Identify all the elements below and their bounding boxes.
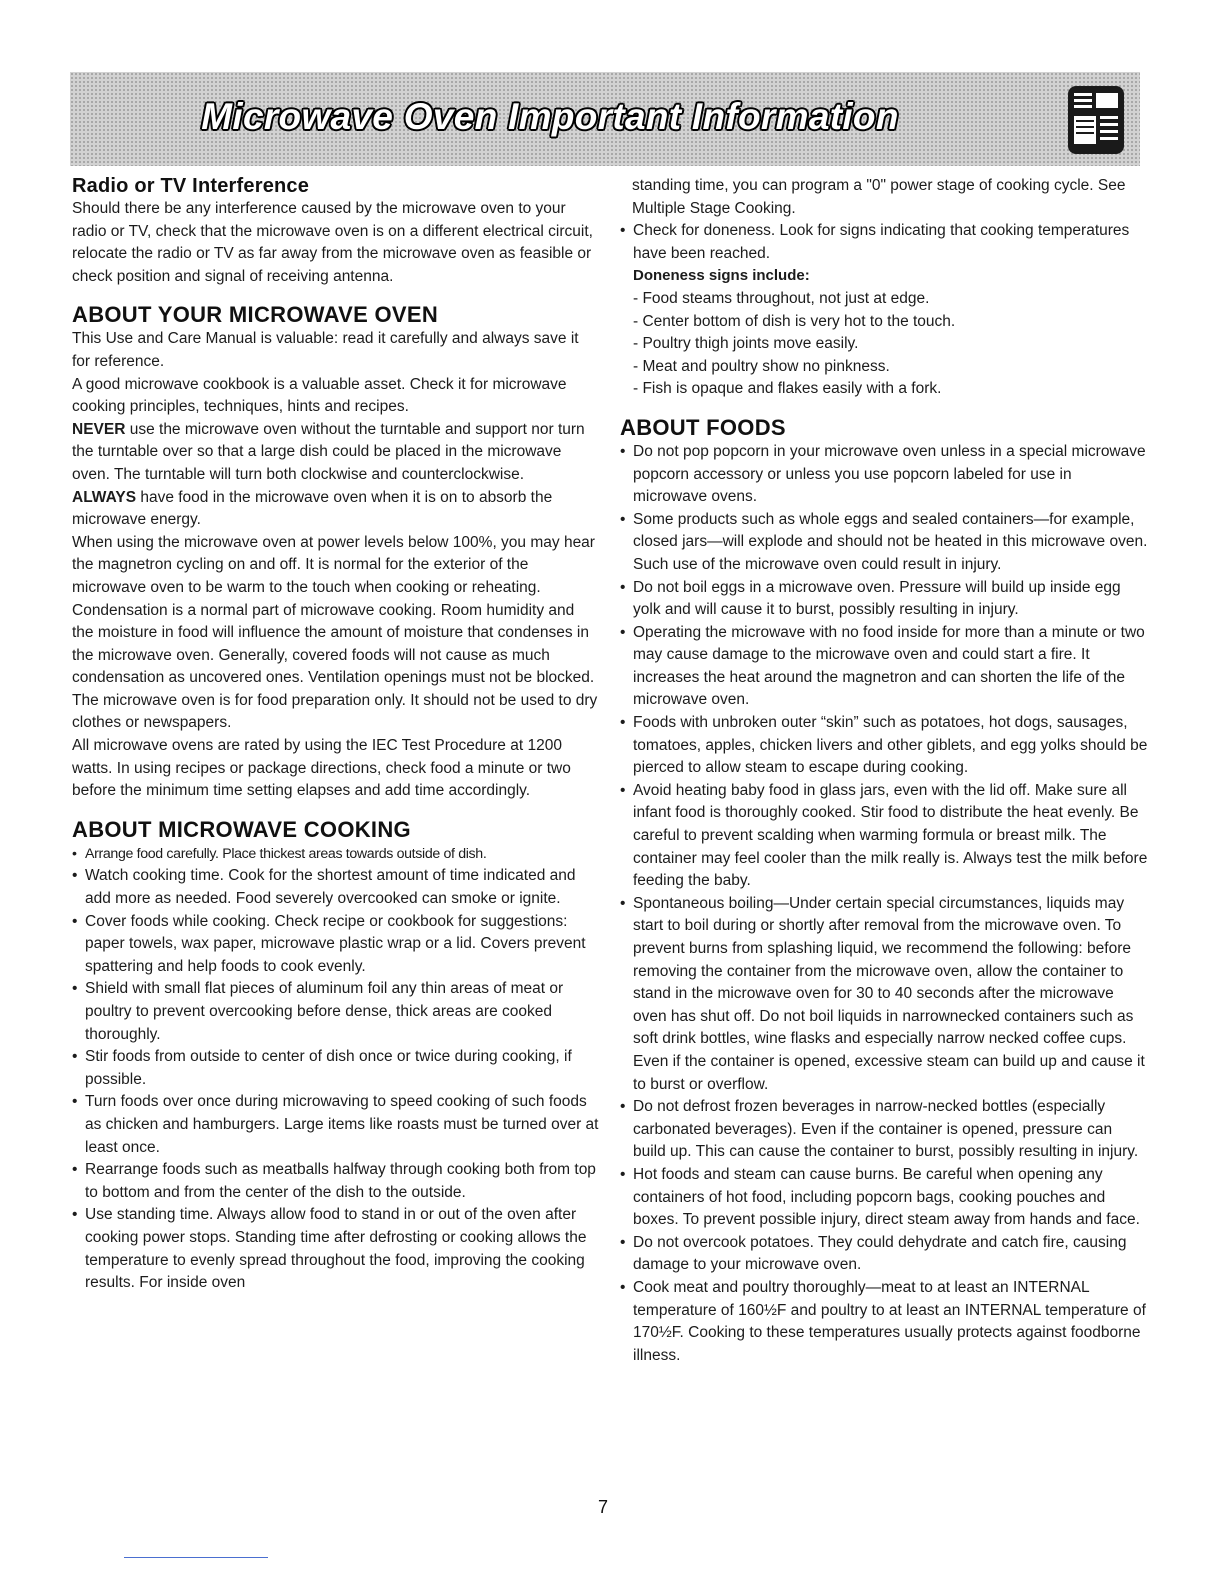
about-cooking-section	[72, 817, 600, 1295]
paragraph: standing time, you can program a "0" power stage of cooking cycle. See Multiple Stage Cooking.	[632, 177, 1126, 217]
about-oven-heading: ABOUT YOUR MICROWAVE OVEN	[72, 302, 439, 328]
footer-rule	[124, 1557, 268, 1558]
list-item: • Cook meat and poultry thoroughly—meat to at least an INTERNAL temperature of 160½F and poultry to at least an INTERNAL temperature of 170½F. Cooking to these temperatures usually protects against foodborne illness.	[620, 1278, 1146, 1364]
never-label: NEVER	[72, 420, 126, 438]
bullet-icon: •	[72, 1048, 78, 1066]
paragraph: When using the microwave oven at power levels below 100%, you may hear the magnetron cycling on and off. It is normal for the exterior of the microwave oven to be warm to the touch when cooking or reheating.	[72, 533, 595, 596]
bullet-icon: •	[620, 578, 626, 596]
header-banner	[70, 72, 1140, 166]
bullet-icon: •	[620, 1098, 626, 1116]
bullet-icon: •	[72, 1093, 78, 1111]
paragraph: All microwave ovens are rated by using the IEC Test Procedure at 1200 watts. In using recipes or package directions, check food a minute or two before the minimum time setting elapses and add time accordingly.	[72, 737, 571, 800]
about-cooking-heading: ABOUT MICROWAVE COOKING	[72, 816, 411, 842]
about-foods-heading: ABOUT FOODS	[620, 414, 786, 440]
paragraph-text: have food in the microwave oven when it is on to absorb the microwave energy.	[72, 488, 553, 529]
list-item: • Foods with unbroken outer “skin” such as potatoes, hot dogs, sausages, tomatoes, apples, chicken livers and other giblets, and egg yolks should be pierced to allow steam to escape during cooking.	[620, 714, 1148, 777]
document-icon	[1066, 84, 1126, 156]
about-oven-section	[72, 302, 600, 802]
list-item: • Do not overcook potatoes. They could dehydrate and catch fire, causing damage to your microwave oven.	[620, 1233, 1127, 1274]
about-foods-section	[620, 415, 1148, 1367]
right-column	[620, 175, 1148, 1381]
paragraph	[72, 487, 600, 532]
paragraph	[72, 419, 600, 487]
list-item: • Do not pop popcorn in your microwave oven unless in a special microwave popcorn accessory or unless you use popcorn labeled for use in microwave ovens.	[620, 442, 1146, 506]
bullet-icon: •	[620, 781, 626, 799]
bullet-icon: •	[72, 1161, 78, 1179]
list-item: • Watch cooking time. Cook for the shortest amount of time indicated and add more as needed. Food severely overcooked can smoke or ignite.	[72, 867, 576, 908]
bullet-icon: •	[620, 894, 626, 912]
doneness-sign: - Poultry thigh joints move easily.	[633, 335, 859, 353]
doneness-sign: - Meat and poultry show no pinkness.	[633, 357, 890, 375]
radio-tv-heading: Radio or TV Interference	[72, 175, 310, 197]
bullet-icon: •	[620, 510, 626, 528]
paragraph: Condensation is a normal part of microwave cooking. Room humidity and the moisture in food will influence the amount of moisture that condenses in the microwave oven. Generally, covered foods will not cause as much condensation as uncovered ones. Ventilation openings must not be blocked.	[72, 601, 595, 687]
standing-time-continued	[620, 175, 1148, 401]
bullet-icon: •	[72, 1206, 78, 1224]
list-item: • Turn foods over once during microwaving to speed cooking of such foods as chicken and hamburgers. Large items like roasts must be turned over at least once.	[72, 1093, 599, 1156]
list-item: • Check for doneness. Look for signs indicating that cooking temperatures have been reached.	[620, 222, 1130, 262]
paragraph-text: use the microwave oven without the turntable and support nor turn the turntable over so that a large dish could be placed in the microwave oven. The turntable will turn both clockwise and counterclockwise.	[72, 420, 585, 483]
list-item: • Cover foods while cooking. Check recipe or cookbook for suggestions: paper towels, wax paper, microwave plastic wrap or a lid. Covers prevent spattering and help foods to cook evenly.	[72, 912, 586, 975]
list-item: • Shield with small flat pieces of aluminum foil any thin areas of meat or poultry to prevent overcooking before dense, thick areas are cooked thoroughly.	[72, 980, 564, 1043]
bullet-icon: •	[620, 442, 626, 460]
bullet-icon: •	[620, 623, 626, 641]
radio-tv-section	[72, 175, 600, 288]
paragraph: A good microwave cookbook is a valuable asset. Check it for microwave cooking principles, techniques, hints and recipes.	[72, 375, 567, 416]
paragraph: This Use and Care Manual is valuable: read it carefully and always save it for reference.	[72, 330, 579, 370]
list-item: • Do not boil eggs in a microwave oven. Pressure will build up inside egg yolk and will cause it to burst, possibly resulting in injury.	[620, 578, 1121, 619]
doneness-sign: - Center bottom of dish is very hot to the touch.	[633, 312, 956, 330]
list-item: • Arrange food carefully. Place thickest areas towards outside of dish.	[72, 843, 600, 866]
list-item: • Hot foods and steam can cause burns. Be careful when opening any containers of hot food, including popcorn bags, cooking pouches and boxes. To prevent possible injury, direct steam away from hands and face.	[620, 1165, 1140, 1229]
bullet-icon: •	[620, 222, 626, 240]
paragraph: The microwave oven is for food preparation only. It should not be used to dry clothes or newspapers.	[72, 691, 598, 732]
page-number: 7	[598, 1497, 609, 1517]
list-item: • Stir foods from outside to center of dish once or twice during cooking, if possible.	[72, 1048, 572, 1088]
doneness-heading: Doneness signs include:	[633, 267, 810, 285]
bullet-icon: •	[72, 912, 78, 930]
bullet-icon: •	[72, 980, 78, 998]
radio-tv-text: Should there be any interference caused by the microwave oven to your radio or TV, check that the microwave oven is on a different electrical circuit, relocate the radio or TV as far away from the microwave oven as feasible or check position and signal of receiving antenna.	[72, 200, 593, 285]
list-item: • Rearrange foods such as meatballs halfway through cooking both from top to bottom and from the center of the dish to the outside.	[72, 1161, 596, 1201]
bullet-icon: •	[620, 1233, 626, 1251]
doneness-sign: - Fish is opaque and flakes easily with a fork.	[633, 380, 942, 398]
bullet-icon: •	[620, 714, 626, 732]
list-item: • Some products such as whole eggs and sealed containers—for example, closed jars—will explode and should not be heated in this microwave oven. Such use of the microwave oven could result in injury.	[620, 510, 1148, 573]
bullet-icon: •	[620, 1278, 626, 1296]
left-column	[72, 175, 600, 1309]
list-item: • Use standing time. Always allow food to stand in or out of the oven after cooking power stops. Standing time after defrosting or cooking allows the temperature to evenly spread throughout the food, improving the cooking results. For inside oven	[72, 1206, 587, 1292]
doneness-sign: - Food steams throughout, not just at edge.	[633, 289, 930, 307]
list-item: • Avoid heating baby food in glass jars, even with the lid off. Make sure all infant food is thoroughly cooked. Stir food to distribute the heat evenly. Be careful to prevent scalding when warming formula or breast milk. The container may feel cooler than the milk really is. Always test the milk before feeding the baby.	[620, 781, 1148, 890]
bullet-icon: •	[72, 867, 78, 885]
list-item: • Do not defrost frozen beverages in narrow-necked bottles (especially carbonated beverages). Even if the container is opened, pressure can build up. This can cause the container to burst, possibly resulting in injury.	[620, 1098, 1139, 1161]
list-item: • Spontaneous boiling—Under certain special circumstances, liquids may start to boil during or shortly after removal from the microwave oven. To prevent burns from splashing liquid, we recommend the following: before removing the container from the microwave oven, allow the container to stand in the microwave oven for 30 to 40 seconds after the microwave oven has shut off. Do not boil liquids in narrownecked containers such as soft drink bottles, wine flasks and especially narrow necked coffee cups. Even if the container is opened, excessive steam can build up and cause it to burst or overflow.	[620, 894, 1145, 1093]
bullet-icon: •	[72, 845, 77, 862]
list-item: • Operating the microwave with no food inside for more than a minute or two may cause damage to the microwave oven and could start a fire. It increases the heat around the magnetron and can shorten the life of the microwave oven.	[620, 623, 1145, 709]
always-label: ALWAYS	[72, 488, 137, 506]
bullet-icon: •	[620, 1165, 626, 1183]
page-title: Microwave Oven Important Information	[201, 96, 899, 137]
